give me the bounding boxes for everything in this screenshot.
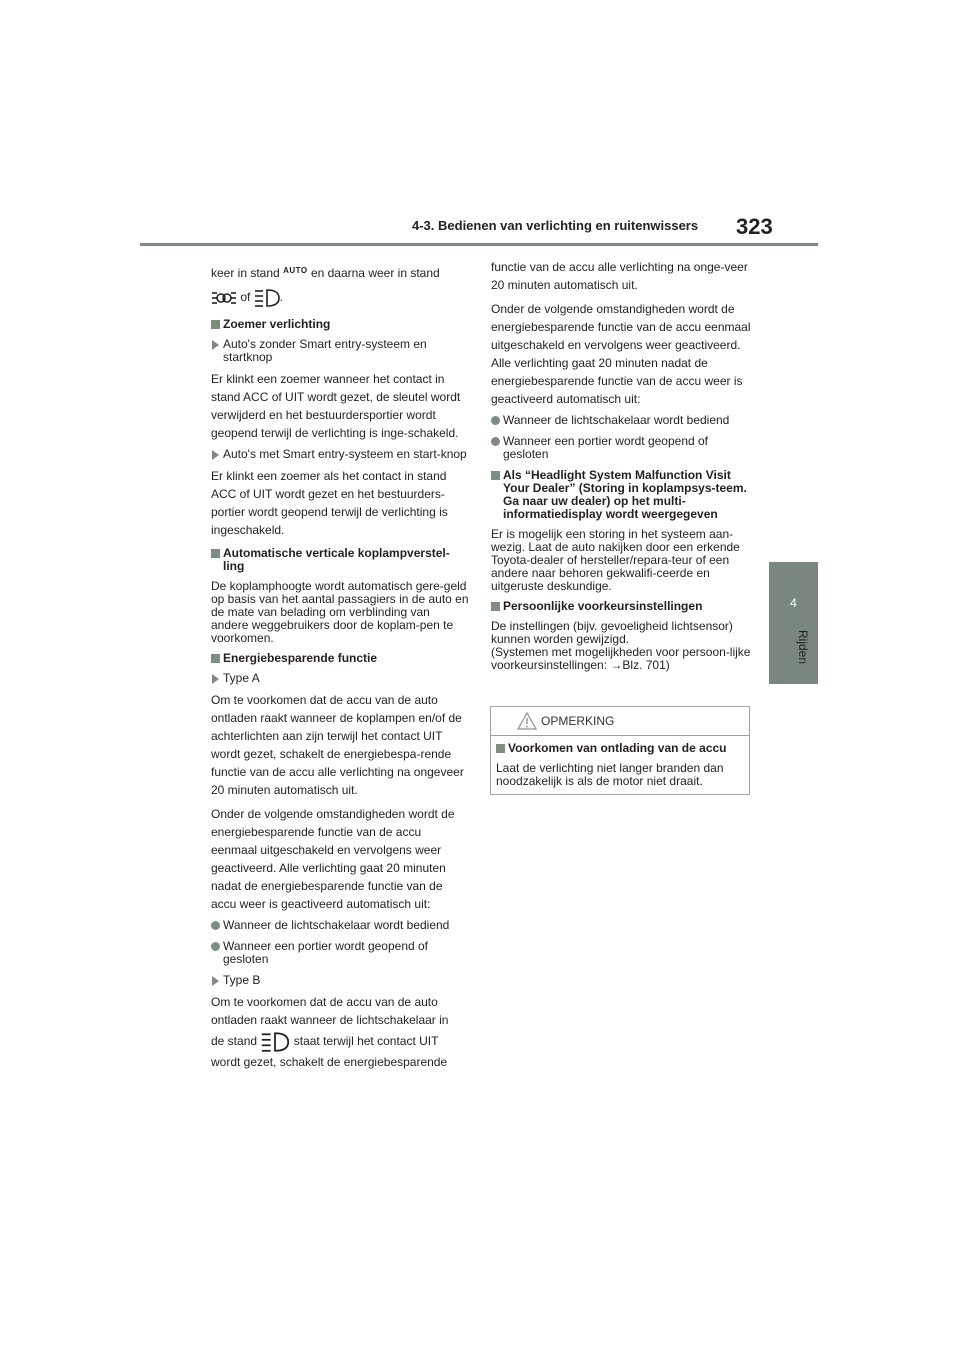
- intro-text-b: en daarna weer in stand: [310, 266, 440, 280]
- energy-text-b2-a: de stand: [211, 1034, 258, 1049]
- notice-heading: Voorkomen van ontlading van de accu: [496, 742, 743, 755]
- malfunction-heading: Als “Headlight System Malfunction Visit Your Dealer” (Storing in koplampsys-teem. Ga naar uw dealer) op het multi-informatiedisplay wordt weergegeven: [491, 469, 753, 521]
- section-title: 4-3. Bedienen van verlichting en ruitenwissers: [412, 218, 699, 233]
- right-text-2: Onder de volgende omstandigheden wordt de energiebesparende functie van de accu eenmaal uitgeschakeld en vervolgens weer geactiveerd. Alle verlichting gaat 20 minuten nadat de energiebesparende functie van de accu weer is geactiveerd automatisch uit:: [491, 302, 751, 406]
- notice-text: Laat de verlichting niet langer branden dan noodzakelijk is als de motor niet draait.: [496, 761, 724, 788]
- auto-icon: AUTO: [283, 266, 308, 275]
- notice-title: OPMERKING: [541, 714, 615, 728]
- page-number: 323: [736, 214, 773, 239]
- energy-text-b3: wordt gezet, schakelt de energiebesparende: [211, 1055, 448, 1069]
- energy-text-b2-b: staat terwijl het contact UIT: [293, 1034, 439, 1049]
- personal-text-2: (Systemen met mogelijkheden voor persoon-lijke voorkeursinstellingen: →Blz. 701): [491, 645, 751, 672]
- intro-of: of: [240, 290, 251, 305]
- caution-icon: [517, 712, 537, 730]
- buzzer-sub-1: Auto's zonder Smart entry-systeem en startknop: [211, 338, 469, 364]
- notice-body: [491, 736, 749, 794]
- energy-bullet-1: Wanneer de lichtschakelaar wordt bediend: [211, 919, 469, 932]
- leveling-text: De koplamphoogte wordt automatisch gere-geld op basis van het aantal passagiers in de auto en de mate van belading om verblinding van andere weggebruikers door de koplam-pen te voorkomen.: [211, 579, 469, 645]
- right-bullet-1: Wanneer de lichtschakelaar wordt bediend: [491, 414, 753, 427]
- buzzer-text-1: Er klinkt een zoemer wanneer het contact in stand ACC of UIT wordt gezet, de sleutel wordt verwijderd en het bestuurdersportier wordt geopend terwijl de verlichting is inge-schakeld.: [211, 372, 461, 440]
- notice-box: [490, 706, 750, 795]
- buzzer-sub-2: Auto's met Smart entry-systeem en start-knop: [211, 448, 469, 461]
- parking-light-icon: [211, 289, 237, 307]
- personal-heading: Persoonlijke voorkeursinstellingen: [491, 600, 753, 613]
- energy-text-a2: Onder de volgende omstandigheden wordt de energiebesparende functie van de accu eenmaal uitgeschakeld en vervolgens weer geactiveerd. Alle verlichting gaat 20 minuten nadat de energiebesparende functie van de accu weer is geactiveerd automatisch uit:: [211, 807, 455, 911]
- left-column: [211, 262, 469, 1077]
- energy-type-b: Type B: [211, 974, 469, 987]
- malfunction-text: Er is mogelijk een storing in het systeem aan-wezig. Laat de auto nakijken door een erkende Toyota-dealer of hersteller/repara-teur of een andere naar behoren gekwalifi-ceerde en uitgeruste deskundige.: [491, 527, 740, 593]
- energy-bullet-2: Wanneer een portier wordt geopend of gesloten: [211, 940, 469, 966]
- energy-text-a: Om te voorkomen dat de accu van de auto ontladen raakt wanneer de koplampen en/of de achterlichten aan zijn terwijl het contact UIT wordt gezet, schakelt de energiebespa-rende functie van de accu alle verlichting na ongeveer 20 minuten automatisch uit.: [211, 693, 464, 797]
- chapter-number: 4: [790, 596, 797, 610]
- leveling-heading: Automatische verticale koplampverstel-ling: [211, 547, 469, 573]
- header-rule: [140, 243, 818, 246]
- energy-text-b1: Om te voorkomen dat de accu van de auto ontladen raakt wanneer de lichtschakelaar in: [211, 995, 449, 1027]
- right-text-1: functie van de accu alle verlichting na onge-veer 20 minuten automatisch uit.: [491, 260, 748, 292]
- energy-type-a: Type A: [211, 672, 469, 685]
- intro-line: [211, 262, 469, 282]
- intro-icons-line: [211, 288, 469, 308]
- right-bullet-2: Wanneer een portier wordt geopend of gesloten: [491, 435, 753, 461]
- intro-end: .: [279, 290, 284, 305]
- chapter-label: Rijden: [796, 630, 810, 665]
- notice-header: [491, 707, 749, 736]
- headlight-icon: [254, 288, 280, 308]
- buzzer-text-2: Er klinkt een zoemer als het contact in stand ACC of UIT wordt gezet en het bestuurders-portier wordt geopend terwijl de verlichting is ingeschakeld.: [211, 469, 448, 537]
- personal-text-1: De instellingen (bijv. gevoeligheid lichtsensor) kunnen worden gewijzigd.: [491, 619, 733, 646]
- headlight-icon: [260, 1031, 290, 1053]
- right-column: [491, 258, 753, 679]
- energy-heading: Energiebesparende functie: [211, 652, 469, 665]
- energy-text-b2: [211, 1031, 469, 1053]
- buzzer-heading: Zoemer verlichting: [211, 318, 469, 331]
- intro-text-a: keer in stand: [211, 266, 280, 280]
